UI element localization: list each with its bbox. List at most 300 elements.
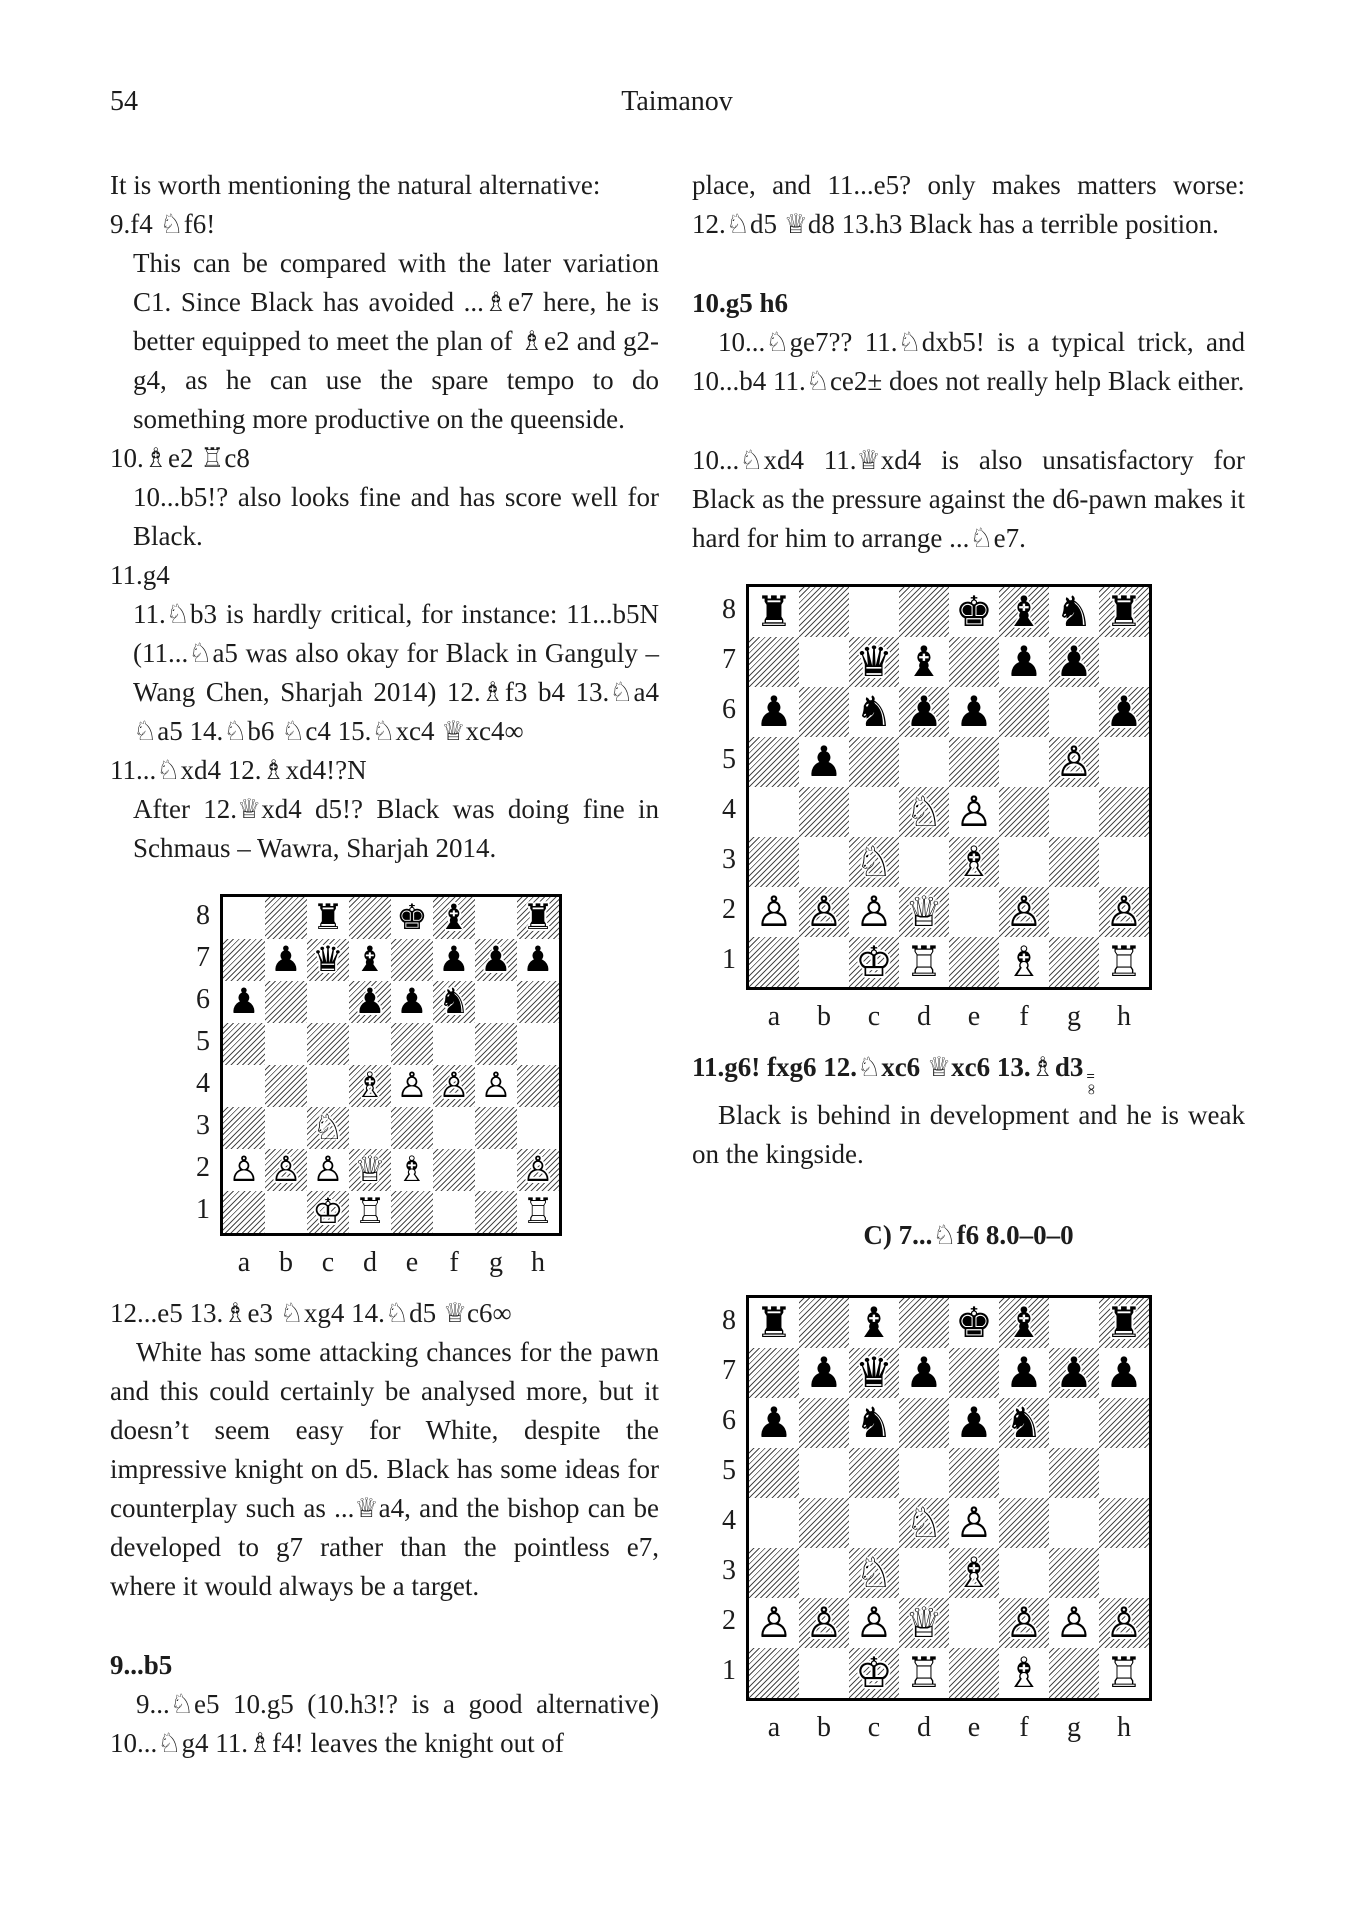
board-square <box>749 1448 799 1498</box>
white-knight-piece: ♘ <box>905 1498 943 1547</box>
rank-label: 3 <box>196 1109 210 1141</box>
rank-label: 6 <box>722 1404 736 1436</box>
board-square <box>517 1065 559 1107</box>
black-knight-piece: ♞ <box>855 1398 893 1447</box>
board-square <box>749 837 799 887</box>
board-square <box>749 687 799 737</box>
black-rook-piece: ♜ <box>312 897 344 938</box>
rank-labels <box>712 584 746 984</box>
black-knight-piece: ♞ <box>1055 587 1093 636</box>
file-label: c <box>867 1712 881 1743</box>
rank-label: 1 <box>722 943 736 975</box>
black-pawn-piece: ♟ <box>396 981 428 1022</box>
white-rook-piece: ♖ <box>905 1648 943 1697</box>
board-square <box>849 637 899 687</box>
chess-board <box>746 584 1152 990</box>
rank-label: 6 <box>722 693 736 725</box>
board-square <box>265 939 307 981</box>
board-square <box>849 1448 899 1498</box>
black-pawn-piece: ♟ <box>955 687 993 736</box>
black-pawn-piece: ♟ <box>1105 687 1143 736</box>
black-pawn-piece: ♟ <box>270 939 302 980</box>
board-square <box>899 1548 949 1598</box>
black-queen-piece: ♛ <box>312 939 344 980</box>
board-square <box>349 1023 391 1065</box>
move-line: 10.♗e2 ♖c8 <box>110 443 250 473</box>
file-label: d <box>917 1001 931 1032</box>
board-square <box>223 1023 265 1065</box>
file-label: b <box>817 1712 831 1743</box>
black-king-piece: ♚ <box>955 587 993 636</box>
board-square <box>899 937 949 987</box>
board-square <box>799 837 849 887</box>
move-line: 11...♘xd4 12.♗xd4!?N <box>110 755 367 785</box>
variation-paragraph: After 12.♕xd4 d5!? Black was doing fine in Schmaus – Wawra, Sharjah 2014. <box>133 794 659 863</box>
white-bishop-piece: ♗ <box>354 1065 386 1106</box>
rank-label: 2 <box>722 1604 736 1636</box>
black-pawn-piece: ♟ <box>905 687 943 736</box>
black-king-piece: ♚ <box>396 897 428 938</box>
file-label: f <box>1019 1712 1029 1743</box>
chess-diagram-3 <box>712 1295 1245 1747</box>
board-square <box>349 981 391 1023</box>
rank-label: 5 <box>196 1025 210 1057</box>
board-square <box>391 939 433 981</box>
board-square <box>391 1149 433 1191</box>
white-knight-piece: ♘ <box>312 1107 344 1148</box>
board-square <box>475 1107 517 1149</box>
board-square <box>1049 1298 1099 1348</box>
board-square <box>949 687 999 737</box>
board-square <box>949 937 999 987</box>
board-square <box>849 937 899 987</box>
with-compensation-symbol <box>1083 1069 1100 1096</box>
board-square <box>749 1648 799 1698</box>
board-square <box>949 1648 999 1698</box>
board-square <box>849 1648 899 1698</box>
move-heading: 9...b5 <box>110 1650 173 1680</box>
board-square <box>899 1398 949 1448</box>
board-square <box>391 897 433 939</box>
board-square <box>749 937 799 987</box>
file-label: f <box>1019 1001 1029 1032</box>
white-king-piece: ♔ <box>855 937 893 986</box>
white-pawn-piece: ♙ <box>955 787 993 836</box>
white-pawn-piece: ♙ <box>1055 1598 1093 1647</box>
board-square <box>433 1107 475 1149</box>
board-square <box>517 981 559 1023</box>
board-square <box>999 637 1049 687</box>
board-square <box>949 1398 999 1448</box>
board-square <box>999 687 1049 737</box>
white-rook-piece: ♖ <box>522 1191 554 1232</box>
black-pawn-piece: ♟ <box>1005 1348 1043 1397</box>
file-label: e <box>967 1001 981 1032</box>
board-square <box>307 1023 349 1065</box>
white-pawn-piece: ♙ <box>480 1065 512 1106</box>
board-square <box>307 1149 349 1191</box>
board-square <box>1049 687 1099 737</box>
board-square <box>1049 1348 1099 1398</box>
black-pawn-piece: ♟ <box>1105 1348 1143 1397</box>
board-square <box>799 1448 849 1498</box>
board-square <box>307 897 349 939</box>
black-knight-piece: ♞ <box>855 687 893 736</box>
file-label: c <box>321 1247 335 1278</box>
board-square <box>999 887 1049 937</box>
board-square <box>799 1598 849 1648</box>
black-rook-piece: ♜ <box>522 897 554 938</box>
black-pawn-piece: ♟ <box>522 939 554 980</box>
board-square <box>265 1107 307 1149</box>
board-square <box>349 1149 391 1191</box>
white-pawn-piece: ♙ <box>1105 1598 1143 1647</box>
board-square <box>475 939 517 981</box>
board-square <box>749 887 799 937</box>
rank-label: 8 <box>722 1304 736 1336</box>
rank-label: 3 <box>722 1554 736 1586</box>
variation-paragraph: 10...b5!? also looks fine and has score well for Black. <box>133 482 659 551</box>
chess-diagram-2 <box>712 584 1245 1036</box>
black-rook-piece: ♜ <box>1105 587 1143 636</box>
board-square <box>1099 737 1149 787</box>
board-square <box>223 1065 265 1107</box>
board-square <box>1049 587 1099 637</box>
board-square <box>1099 1398 1149 1448</box>
board-square <box>949 787 999 837</box>
board-square <box>223 981 265 1023</box>
board-square <box>1099 1448 1149 1498</box>
text-paragraph: 10...♘xd4 11.♕xd4 is also unsatisfactory for Black as the pressure against the d6-pawn makes it hard for him to arrange ...♘e7. <box>692 445 1245 553</box>
board-square <box>475 1149 517 1191</box>
board-square <box>1049 1498 1099 1548</box>
white-pawn-piece: ♙ <box>855 1598 893 1647</box>
board-square <box>799 787 849 837</box>
board-square <box>517 1023 559 1065</box>
board-square <box>949 587 999 637</box>
board-square <box>749 637 799 687</box>
black-pawn-piece: ♟ <box>955 1398 993 1447</box>
board-square <box>799 1648 849 1698</box>
text-paragraph: White has some attacking chances for the pawn and this could certainly be analysed more, but it doesn’t seem easy for White, despite the impressive knight on d5. Black has some ideas for counterplay such as ...♕a4, and the bishop can be developed to g7 rather than the pointless e7, where it would always be a target. <box>110 1337 659 1601</box>
black-bishop-piece: ♝ <box>354 939 386 980</box>
board-square <box>949 1498 999 1548</box>
board-square <box>799 1498 849 1548</box>
white-pawn-piece: ♙ <box>855 887 893 936</box>
board-square <box>999 1398 1049 1448</box>
white-pawn-piece: ♙ <box>522 1149 554 1190</box>
board-square <box>1049 887 1099 937</box>
board-square <box>265 897 307 939</box>
variation-paragraph: 11.♘b3 is hardly critical, for instance: 11...b5N (11...♘a5 was also okay for Black in Ganguly – Wang Chen, Sharjah 2014) 12.♗f3 b4 13.♘a4 ♘a5 14.♘b6 ♘c4 15.♘xc4 ♕xc4∞ <box>133 599 659 746</box>
board-square <box>899 1598 949 1648</box>
board-square <box>517 1149 559 1191</box>
board-square <box>391 1107 433 1149</box>
white-bishop-piece: ♗ <box>396 1149 428 1190</box>
white-bishop-piece: ♗ <box>1005 937 1043 986</box>
board-square <box>1099 637 1149 687</box>
white-pawn-piece: ♙ <box>1005 887 1043 936</box>
board-square <box>999 1298 1049 1348</box>
black-rook-piece: ♜ <box>1105 1298 1143 1347</box>
board-square <box>223 1149 265 1191</box>
board-square <box>1049 1548 1099 1598</box>
board-square <box>265 1065 307 1107</box>
board-square <box>307 1107 349 1149</box>
file-label: g <box>1067 1001 1081 1032</box>
page-header <box>110 86 1244 126</box>
board-square <box>433 1191 475 1233</box>
black-bishop-piece: ♝ <box>1005 587 1043 636</box>
white-king-piece: ♔ <box>312 1191 344 1232</box>
board-square <box>849 687 899 737</box>
board-square <box>799 1398 849 1448</box>
board-square <box>1099 837 1149 887</box>
board-square <box>949 1548 999 1598</box>
board-square <box>999 587 1049 637</box>
board-square <box>949 1348 999 1398</box>
rank-label: 2 <box>196 1151 210 1183</box>
board-square <box>433 1023 475 1065</box>
move-line: 11.g4 <box>110 560 170 590</box>
file-label: d <box>917 1712 931 1743</box>
black-bishop-piece: ♝ <box>1005 1298 1043 1347</box>
file-label: g <box>1067 1712 1081 1743</box>
board-square <box>899 587 949 637</box>
board-square <box>949 1598 999 1648</box>
file-label: g <box>489 1247 503 1278</box>
board-square <box>999 1548 1049 1598</box>
caption-moves: 11.g6! fxg6 12.♘xc6 ♕xc6 13.♗d3 <box>692 1052 1084 1082</box>
file-labels <box>223 1243 659 1282</box>
file-labels <box>749 997 1245 1036</box>
board-square <box>849 1398 899 1448</box>
black-bishop-piece: ♝ <box>905 637 943 686</box>
white-pawn-piece: ♙ <box>805 887 843 936</box>
board-square <box>899 1498 949 1548</box>
board-square <box>899 1648 949 1698</box>
black-bishop-piece: ♝ <box>438 897 470 938</box>
white-pawn-piece: ♙ <box>1055 737 1093 786</box>
rank-label: 4 <box>196 1067 210 1099</box>
file-label: b <box>279 1247 293 1278</box>
board-square <box>949 737 999 787</box>
board-square <box>1099 587 1149 637</box>
black-queen-piece: ♛ <box>855 1348 893 1397</box>
rank-labels <box>186 894 220 1230</box>
diagram-caption <box>692 1048 1245 1096</box>
board-square <box>749 1598 799 1648</box>
rank-label: 1 <box>196 1193 210 1225</box>
move-heading: 10.g5 h6 <box>692 288 789 318</box>
board-square <box>999 1498 1049 1548</box>
board-square <box>433 939 475 981</box>
board-square <box>1049 637 1099 687</box>
file-label: e <box>405 1247 419 1278</box>
board-square <box>799 887 849 937</box>
board-square <box>475 897 517 939</box>
board-square <box>999 787 1049 837</box>
rank-label: 8 <box>196 899 210 931</box>
board-square <box>1099 687 1149 737</box>
white-pawn-piece: ♙ <box>755 1598 793 1647</box>
board-square <box>999 1598 1049 1648</box>
black-king-piece: ♚ <box>955 1298 993 1347</box>
board-square <box>799 737 849 787</box>
board-square <box>1049 787 1099 837</box>
white-rook-piece: ♖ <box>354 1191 386 1232</box>
file-label: a <box>767 1712 781 1743</box>
white-pawn-piece: ♙ <box>228 1149 260 1190</box>
compensation-symbol-bottom: ∞ <box>1083 1084 1100 1095</box>
black-rook-piece: ♜ <box>755 1298 793 1347</box>
board-square <box>391 1065 433 1107</box>
board-square <box>849 1348 899 1398</box>
board-square <box>1099 1298 1149 1348</box>
board-square <box>999 1648 1049 1698</box>
board-square <box>307 939 349 981</box>
rank-label: 1 <box>722 1654 736 1686</box>
file-label: c <box>867 1001 881 1032</box>
board-square <box>999 837 1049 887</box>
file-label: h <box>1117 1001 1131 1032</box>
board-square <box>433 1065 475 1107</box>
board-square <box>475 981 517 1023</box>
white-bishop-piece: ♗ <box>1005 1648 1043 1697</box>
section-heading: C) 7...♘f6 8.0–0–0 <box>863 1220 1074 1250</box>
board-square <box>899 687 949 737</box>
white-rook-piece: ♖ <box>905 937 943 986</box>
board-square <box>849 737 899 787</box>
board-square <box>391 1023 433 1065</box>
board-square <box>899 737 949 787</box>
board-square <box>1049 737 1099 787</box>
rank-label: 4 <box>722 793 736 825</box>
file-label: a <box>767 1001 781 1032</box>
board-square <box>949 1448 999 1498</box>
board-square <box>517 1191 559 1233</box>
black-pawn-piece: ♟ <box>805 1348 843 1397</box>
rank-label: 8 <box>722 593 736 625</box>
file-label: d <box>363 1247 377 1278</box>
white-pawn-piece: ♙ <box>955 1498 993 1547</box>
board-square <box>307 1191 349 1233</box>
board-square <box>349 939 391 981</box>
board-square <box>799 937 849 987</box>
text-paragraph: Black is behind in development and he is weak on the kingside. <box>692 1100 1245 1169</box>
chess-diagram-1 <box>186 894 659 1282</box>
chess-board <box>220 894 562 1236</box>
white-queen-piece: ♕ <box>905 1598 943 1647</box>
file-label: b <box>817 1001 831 1032</box>
black-pawn-piece: ♟ <box>755 687 793 736</box>
white-knight-piece: ♘ <box>905 787 943 836</box>
board-square <box>749 1548 799 1598</box>
rank-label: 3 <box>722 843 736 875</box>
white-pawn-piece: ♙ <box>805 1598 843 1647</box>
board-square <box>433 1149 475 1191</box>
board-square <box>265 1023 307 1065</box>
file-label: h <box>1117 1712 1131 1743</box>
board-square <box>849 787 899 837</box>
move-line: 12...e5 13.♗e3 ♘xg4 14.♘d5 ♕c6∞ <box>110 1298 512 1328</box>
white-knight-piece: ♘ <box>855 837 893 886</box>
board-square <box>307 1065 349 1107</box>
black-bishop-piece: ♝ <box>855 1298 893 1347</box>
board-square <box>1099 1648 1149 1698</box>
rank-label: 7 <box>722 1354 736 1386</box>
black-pawn-piece: ♟ <box>228 981 260 1022</box>
board-square <box>899 837 949 887</box>
board-square <box>949 1298 999 1348</box>
board-square <box>1049 1648 1099 1698</box>
chess-board <box>746 1295 1152 1701</box>
board-square <box>1099 787 1149 837</box>
board-square <box>391 981 433 1023</box>
board-square <box>899 787 949 837</box>
white-pawn-piece: ♙ <box>1005 1598 1043 1647</box>
board-square <box>799 637 849 687</box>
board-square <box>1049 837 1099 887</box>
black-pawn-piece: ♟ <box>755 1398 793 1447</box>
board-square <box>223 1107 265 1149</box>
black-pawn-piece: ♟ <box>1005 637 1043 686</box>
text-paragraph: It is worth mentioning the natural alternative: <box>110 170 601 200</box>
black-pawn-piece: ♟ <box>905 1348 943 1397</box>
white-rook-piece: ♖ <box>1105 937 1143 986</box>
white-queen-piece: ♕ <box>354 1149 386 1190</box>
white-pawn-piece: ♙ <box>270 1149 302 1190</box>
board-square <box>349 1107 391 1149</box>
file-labels <box>749 1708 1245 1747</box>
board-square <box>749 787 799 837</box>
board-square <box>949 837 999 887</box>
black-knight-piece: ♞ <box>438 981 470 1022</box>
white-pawn-piece: ♙ <box>438 1065 470 1106</box>
board-square <box>391 1191 433 1233</box>
board-square <box>475 1023 517 1065</box>
board-square <box>849 1498 899 1548</box>
board-square <box>349 1065 391 1107</box>
black-knight-piece: ♞ <box>1005 1398 1043 1447</box>
board-square <box>899 637 949 687</box>
white-king-piece: ♔ <box>855 1648 893 1697</box>
board-square <box>265 1191 307 1233</box>
text-paragraph: 10...♘ge7?? 11.♘dxb5! is a typical trick, and 10...b4 11.♘ce2± does not really help Black either. <box>692 327 1245 396</box>
rank-label: 7 <box>722 643 736 675</box>
rank-label: 4 <box>722 1504 736 1536</box>
board-square <box>517 897 559 939</box>
board-square <box>799 1548 849 1598</box>
board-square <box>999 737 1049 787</box>
white-knight-piece: ♘ <box>855 1548 893 1597</box>
board-square <box>1049 1398 1099 1448</box>
rank-label: 7 <box>196 941 210 973</box>
board-square <box>265 981 307 1023</box>
black-pawn-piece: ♟ <box>354 981 386 1022</box>
black-pawn-piece: ♟ <box>438 939 470 980</box>
file-label: f <box>449 1247 459 1278</box>
file-label: h <box>531 1247 545 1278</box>
white-pawn-piece: ♙ <box>1105 887 1143 936</box>
board-square <box>999 1448 1049 1498</box>
board-square <box>899 1348 949 1398</box>
board-square <box>999 937 1049 987</box>
black-queen-piece: ♛ <box>855 637 893 686</box>
board-square <box>849 1548 899 1598</box>
board-square <box>949 887 999 937</box>
text-paragraph: 9...♘e5 10.g5 (10.h3!? is a good alternative) 10...♘g4 11.♗f4! leaves the knight out of <box>110 1689 659 1758</box>
